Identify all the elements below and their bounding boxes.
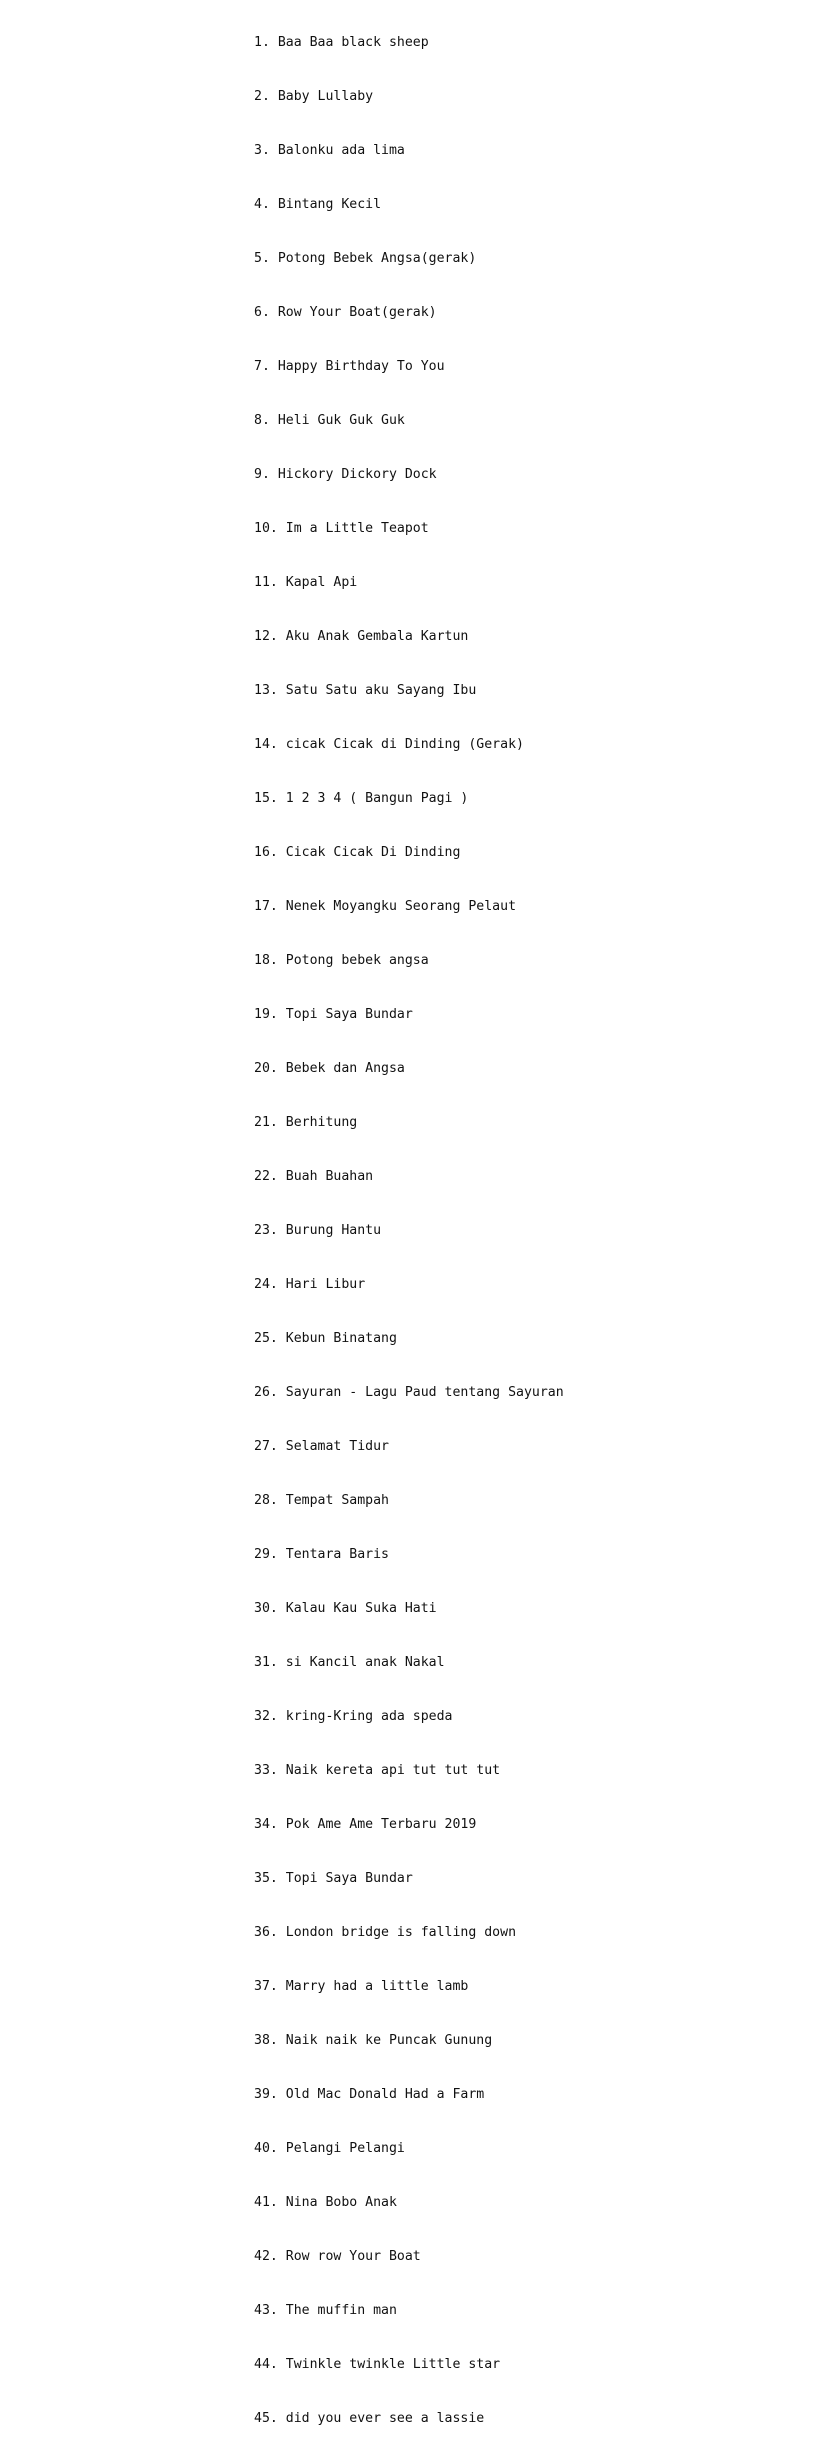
list-item: 29. Tentara Baris bbox=[254, 1547, 389, 1562]
list-item: 20. Bebek dan Angsa bbox=[254, 1061, 405, 1076]
list-item: 31. si Kancil anak Nakal bbox=[254, 1655, 445, 1670]
list-item: 43. The muffin man bbox=[254, 2303, 397, 2318]
list-item: 21. Berhitung bbox=[254, 1115, 358, 1130]
list-item: 25. Kebun Binatang bbox=[254, 1331, 397, 1346]
list-item: 15. 1 2 3 4 ( Bangun Pagi ) bbox=[254, 791, 469, 806]
list-item: 37. Marry had a little lamb bbox=[254, 1979, 469, 1994]
list-item: 5. Potong Bebek Angsa(gerak) bbox=[254, 251, 477, 266]
list-item: 19. Topi Saya Bundar bbox=[254, 1007, 413, 1022]
list-item: 16. Cicak Cicak Di Dinding bbox=[254, 845, 461, 860]
list-item: 24. Hari Libur bbox=[254, 1277, 366, 1292]
list-item: 23. Burung Hantu bbox=[254, 1223, 382, 1238]
list-item: 35. Topi Saya Bundar bbox=[254, 1871, 413, 1886]
list-item: 33. Naik kereta api tut tut tut bbox=[254, 1763, 501, 1778]
list-item: 10. Im a Little Teapot bbox=[254, 521, 429, 536]
list-item: 42. Row row Your Boat bbox=[254, 2249, 421, 2264]
list-item: 44. Twinkle twinkle Little star bbox=[254, 2357, 501, 2372]
list-item: 12. Aku Anak Gembala Kartun bbox=[254, 629, 469, 644]
list-item: 17. Nenek Moyangku Seorang Pelaut bbox=[254, 899, 517, 914]
list-item: 45. did you ever see a lassie bbox=[254, 2411, 485, 2426]
list-item: 26. Sayuran - Lagu Paud tentang Sayuran bbox=[254, 1385, 564, 1400]
list-item: 14. cicak Cicak di Dinding (Gerak) bbox=[254, 737, 524, 752]
list-item: 32. kring-Kring ada speda bbox=[254, 1709, 453, 1724]
song-list bbox=[254, 0, 564, 2446]
list-item: 38. Naik naik ke Puncak Gunung bbox=[254, 2033, 493, 2048]
list-item: 4. Bintang Kecil bbox=[254, 197, 382, 212]
list-item: 8. Heli Guk Guk Guk bbox=[254, 413, 405, 428]
list-item: 28. Tempat Sampah bbox=[254, 1493, 389, 1508]
list-item: 30. Kalau Kau Suka Hati bbox=[254, 1601, 437, 1616]
list-item: 36. London bridge is falling down bbox=[254, 1925, 517, 1940]
list-item: 13. Satu Satu aku Sayang Ibu bbox=[254, 683, 477, 698]
list-item: 6. Row Your Boat(gerak) bbox=[254, 305, 437, 320]
list-item: 9. Hickory Dickory Dock bbox=[254, 467, 437, 482]
list-item: 27. Selamat Tidur bbox=[254, 1439, 389, 1454]
list-item: 39. Old Mac Donald Had a Farm bbox=[254, 2087, 485, 2102]
list-item: 7. Happy Birthday To You bbox=[254, 359, 445, 374]
list-item: 1. Baa Baa black sheep bbox=[254, 35, 429, 50]
list-item: 34. Pok Ame Ame Terbaru 2019 bbox=[254, 1817, 477, 1832]
list-item: 40. Pelangi Pelangi bbox=[254, 2141, 405, 2156]
list-item: 11. Kapal Api bbox=[254, 575, 358, 590]
list-item: 18. Potong bebek angsa bbox=[254, 953, 429, 968]
list-item: 2. Baby Lullaby bbox=[254, 89, 374, 104]
list-item: 3. Balonku ada lima bbox=[254, 143, 405, 158]
list-item: 22. Buah Buahan bbox=[254, 1169, 374, 1184]
list-item: 41. Nina Bobo Anak bbox=[254, 2195, 397, 2210]
